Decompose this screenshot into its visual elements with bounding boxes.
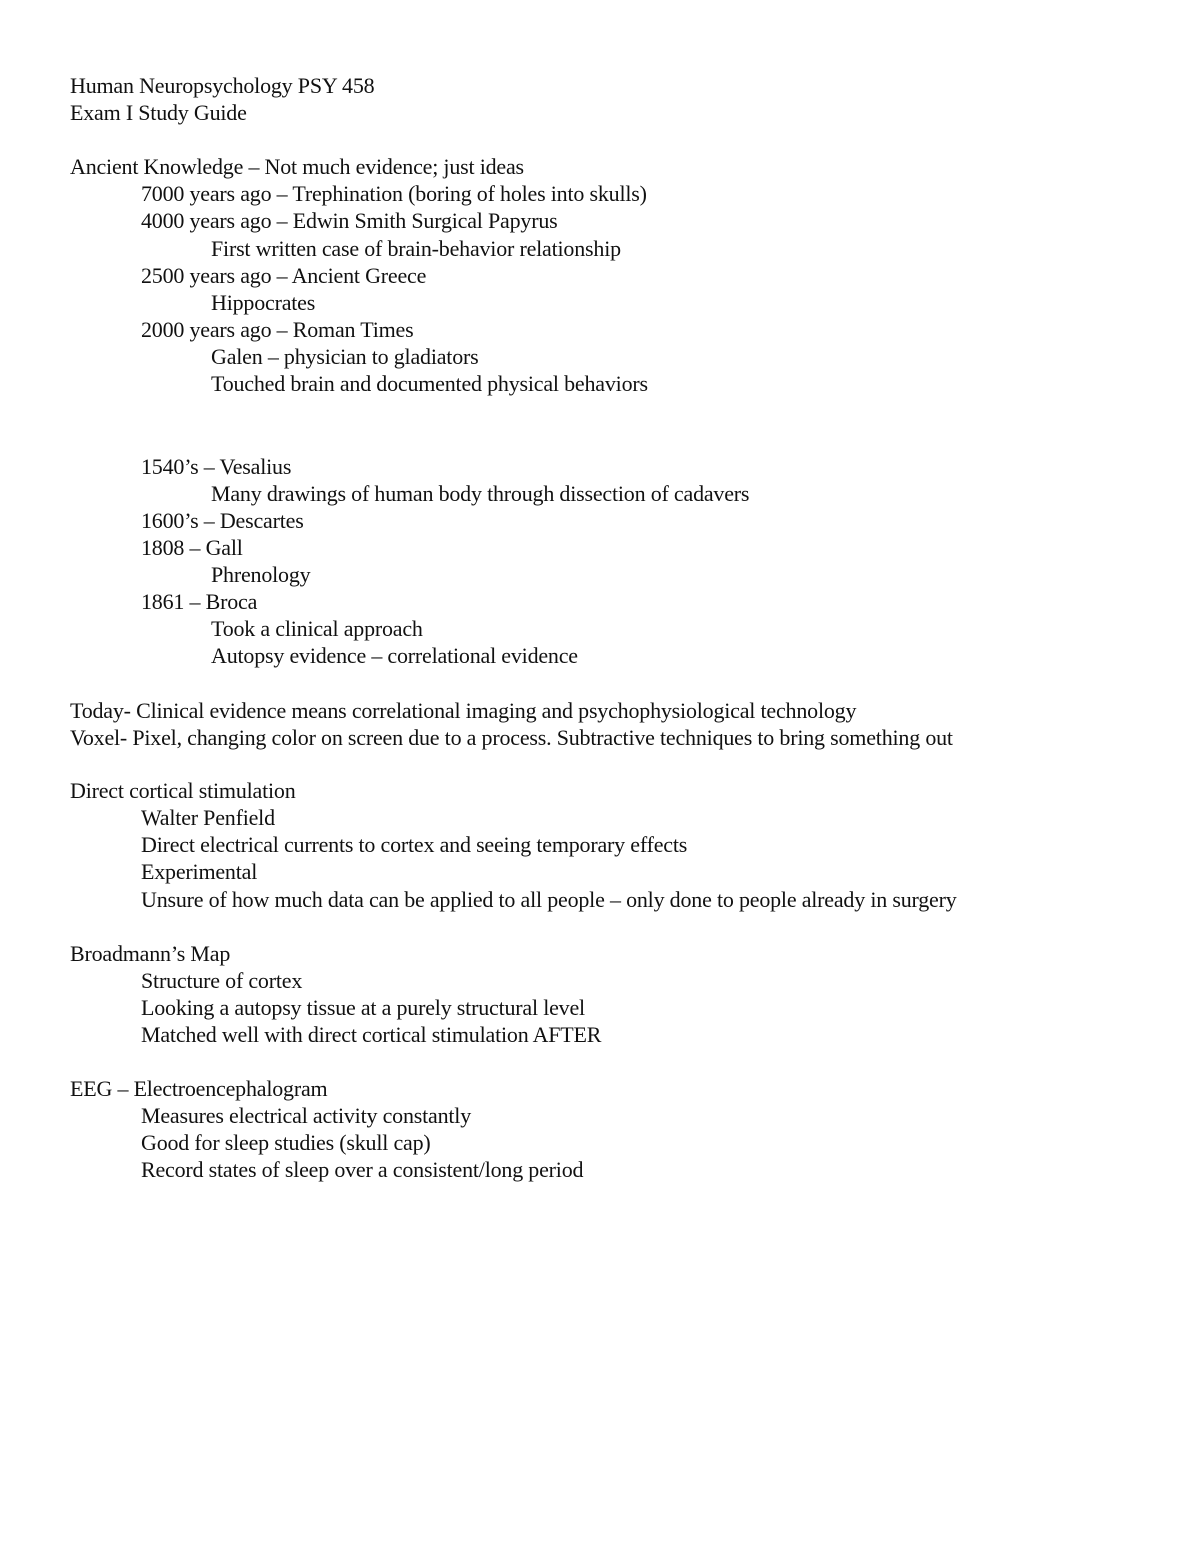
dcs-heading: Direct cortical stimulation — [70, 778, 296, 803]
broca-item: 1861 – Broca — [141, 589, 258, 614]
dcs-item-penfield: Walter Penfield — [141, 805, 275, 830]
course-title: Human Neuropsychology PSY 458 — [70, 73, 375, 98]
vesalius-note: Many drawings of human body through dissection of cadavers — [211, 481, 750, 506]
trephination-item: 7000 years ago – Trephination (boring of holes into skulls) — [141, 181, 647, 206]
eeg-item-measures: Measures electrical activity constantly — [141, 1103, 472, 1128]
today-line: Today- Clinical evidence means correlational imaging and psychophysiological technology — [70, 698, 857, 723]
rome-item: 2000 years ago – Roman Times — [141, 317, 414, 342]
gall-note: Phrenology — [211, 562, 311, 587]
broadmann-item-matched: Matched well with direct cortical stimulation AFTER — [141, 1022, 602, 1047]
eeg-item-record: Record states of sleep over a consistent/long period — [141, 1157, 584, 1182]
voxel-line: Voxel- Pixel, changing color on screen due to a process. Subtractive techniques to bring something out — [70, 725, 953, 750]
broadmann-item-autopsy: Looking a autopsy tissue at a purely structural level — [141, 995, 585, 1020]
greece-note: Hippocrates — [211, 290, 316, 315]
dcs-item-unsure: Unsure of how much data can be applied to all people – only done to people already in surgery — [141, 887, 957, 912]
rome-note-brain: Touched brain and documented physical behaviors — [211, 371, 648, 396]
eeg-item-sleep: Good for sleep studies (skull cap) — [141, 1130, 431, 1155]
broadmann-item-structure: Structure of cortex — [141, 968, 303, 993]
dcs-item-currents: Direct electrical currents to cortex and seeing temporary effects — [141, 832, 688, 857]
vesalius-item: 1540’s – Vesalius — [141, 454, 292, 479]
broca-note-autopsy: Autopsy evidence – correlational evidence — [211, 643, 578, 668]
dcs-item-experimental: Experimental — [141, 859, 258, 884]
papyrus-note: First written case of brain-behavior relationship — [211, 236, 621, 261]
descartes-item: 1600’s – Descartes — [141, 508, 304, 533]
papyrus-item: 4000 years ago – Edwin Smith Surgical Papyrus — [141, 208, 558, 233]
guide-title: Exam I Study Guide — [70, 100, 247, 125]
broadmann-heading: Broadmann’s Map — [70, 941, 231, 966]
eeg-heading: EEG – Electroencephalogram — [70, 1076, 328, 1101]
ancient-heading: Ancient Knowledge – Not much evidence; just ideas — [70, 154, 524, 179]
broca-note-clinical: Took a clinical approach — [211, 616, 423, 641]
greece-item: 2500 years ago – Ancient Greece — [141, 263, 427, 288]
rome-note-galen: Galen – physician to gladiators — [211, 344, 479, 369]
gall-item: 1808 – Gall — [141, 535, 243, 560]
